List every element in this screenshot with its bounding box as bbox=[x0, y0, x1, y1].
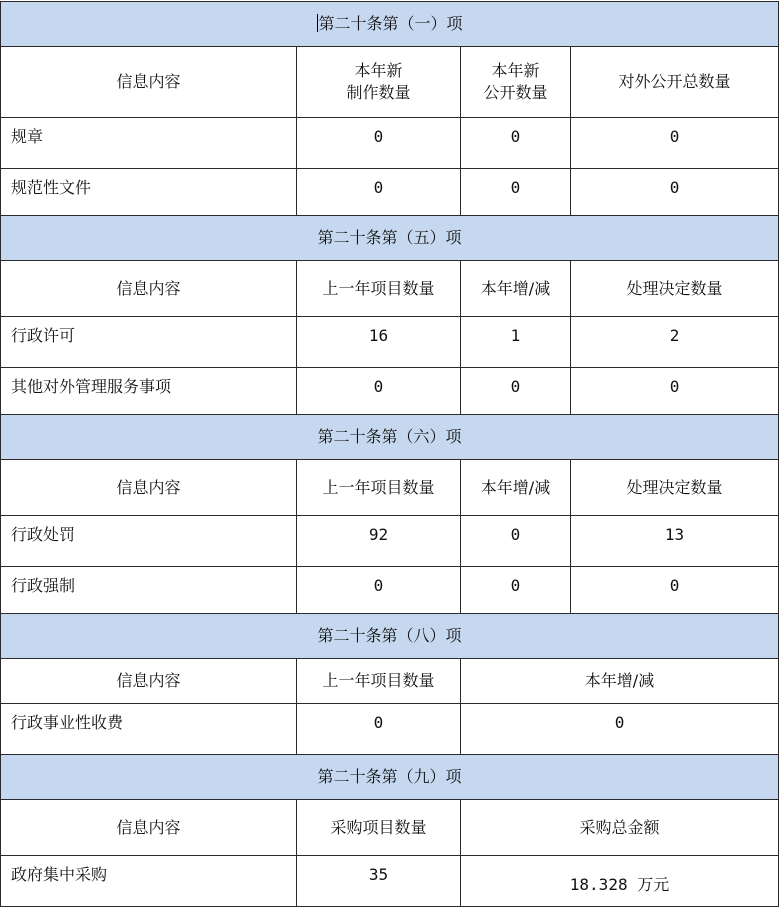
column-header: 上一年项目数量 bbox=[297, 659, 461, 704]
text-cursor bbox=[317, 14, 318, 32]
section-title: 第二十条第（八）项 bbox=[1, 614, 779, 659]
row-label: 其他对外管理服务事项 bbox=[1, 368, 297, 415]
column-header-row bbox=[1, 261, 779, 317]
row-label: 行政强制 bbox=[1, 567, 297, 614]
cell-value: 0 bbox=[571, 368, 779, 415]
cell-value: 35 bbox=[297, 856, 461, 907]
table-row bbox=[1, 704, 779, 755]
section-title-cell bbox=[1, 2, 779, 47]
column-header-row bbox=[1, 800, 779, 856]
cell-value: 92 bbox=[297, 516, 461, 567]
section-title: 第二十条第（五）项 bbox=[1, 216, 779, 261]
column-header: 采购项目数量 bbox=[297, 800, 461, 856]
row-label: 政府集中采购 bbox=[1, 856, 297, 907]
header-line: 公开数量 bbox=[483, 83, 548, 102]
cell-value: 16 bbox=[297, 317, 461, 368]
cell-value: 0 bbox=[461, 567, 571, 614]
cell-value: 0 bbox=[571, 118, 779, 169]
cell-value: 0 bbox=[461, 368, 571, 415]
column-header: 信息内容 bbox=[1, 659, 297, 704]
column-header bbox=[297, 47, 461, 118]
section-title: 第二十条第（六）项 bbox=[1, 415, 779, 460]
cell-value: 0 bbox=[571, 567, 779, 614]
table-row bbox=[1, 567, 779, 614]
disclosure-table bbox=[0, 1, 779, 907]
column-header: 本年增/减 bbox=[461, 261, 571, 317]
section-header-row bbox=[1, 216, 779, 261]
cell-value: 2 bbox=[571, 317, 779, 368]
section-title: 第二十条第（一）项 bbox=[318, 14, 463, 33]
total-amount: 18.328 万元 bbox=[569, 875, 670, 894]
cell-value: 0 bbox=[297, 118, 461, 169]
column-header-row bbox=[1, 659, 779, 704]
section-header-row bbox=[1, 415, 779, 460]
header-line: 本年新 bbox=[354, 61, 403, 80]
column-header: 上一年项目数量 bbox=[297, 460, 461, 516]
cell-value: 0 bbox=[461, 704, 779, 755]
cell-value: 0 bbox=[297, 169, 461, 216]
column-header: 本年增/减 bbox=[461, 659, 779, 704]
cell-value: 0 bbox=[461, 516, 571, 567]
column-header: 信息内容 bbox=[1, 800, 297, 856]
cell-value: 0 bbox=[571, 169, 779, 216]
row-label: 行政处罚 bbox=[1, 516, 297, 567]
cell-value: 13 bbox=[571, 516, 779, 567]
section-header-row bbox=[1, 755, 779, 800]
column-header bbox=[461, 47, 571, 118]
header-line: 本年新 bbox=[491, 61, 540, 80]
section-header-row bbox=[1, 2, 779, 47]
column-header: 处理决定数量 bbox=[571, 460, 779, 516]
column-header: 处理决定数量 bbox=[571, 261, 779, 317]
column-header: 本年增/减 bbox=[461, 460, 571, 516]
header-line: 制作数量 bbox=[346, 83, 411, 102]
column-header: 信息内容 bbox=[1, 261, 297, 317]
column-header: 上一年项目数量 bbox=[297, 261, 461, 317]
column-header: 信息内容 bbox=[1, 47, 297, 118]
column-header: 对外公开总数量 bbox=[571, 47, 779, 118]
table-row bbox=[1, 317, 779, 368]
table-row bbox=[1, 516, 779, 567]
table-row bbox=[1, 118, 779, 169]
cell-value: 0 bbox=[297, 704, 461, 755]
section-title: 第二十条第（九）项 bbox=[1, 755, 779, 800]
table-row bbox=[1, 169, 779, 216]
table-row bbox=[1, 368, 779, 415]
cell-value: 0 bbox=[461, 169, 571, 216]
column-header-row bbox=[1, 47, 779, 118]
column-header: 信息内容 bbox=[1, 460, 297, 516]
cell-value: 0 bbox=[461, 118, 571, 169]
section-header-row bbox=[1, 614, 779, 659]
column-header-row bbox=[1, 460, 779, 516]
cell-value: 0 bbox=[297, 368, 461, 415]
row-label: 行政许可 bbox=[1, 317, 297, 368]
cell-value: 1 bbox=[461, 317, 571, 368]
table-row bbox=[1, 856, 779, 907]
row-label: 行政事业性收费 bbox=[1, 704, 297, 755]
row-label: 规章 bbox=[1, 118, 297, 169]
cell-value bbox=[461, 856, 779, 907]
cell-value: 0 bbox=[297, 567, 461, 614]
row-label: 规范性文件 bbox=[1, 169, 297, 216]
column-header: 采购总金额 bbox=[461, 800, 779, 856]
